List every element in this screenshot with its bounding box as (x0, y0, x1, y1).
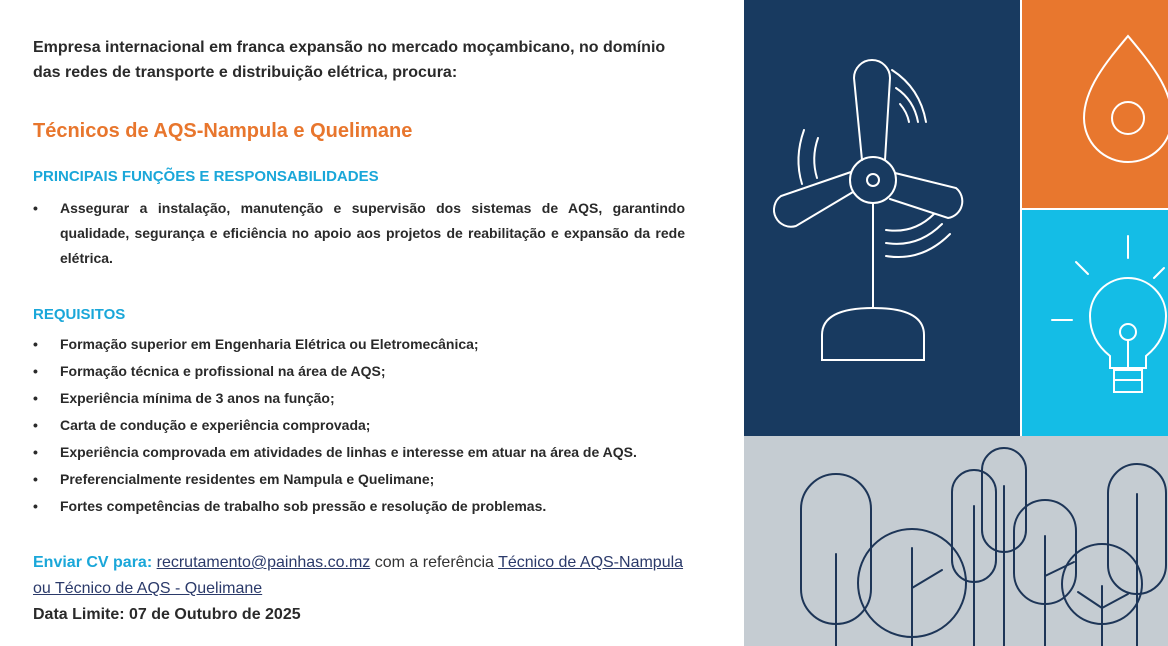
deadline: Data Limite: 07 de Outubro de 2025 (33, 606, 301, 623)
cyan-panel (1022, 210, 1168, 436)
light-bulb-icon (1022, 210, 1168, 436)
reference-link[interactable]: Técnico de AQS-Nampula ou Técnico de AQS - Quelimane (33, 554, 684, 597)
requirement-item: • Experiência mínima de 3 anos na função; (33, 385, 685, 412)
trees-icon (744, 436, 1168, 646)
requirement-item: • Preferencialmente residentes em Nampula e Quelimane; (33, 466, 685, 493)
intro-text: Empresa internacional em franca expansão no mercado moçambicano, no domínio das redes de transporte e distribuição elétrica, procura: (33, 39, 666, 81)
duty-item: • Assegurar a instalação, manutenção e supervisão dos sistemas de AQS, garantindo qualidade, segurança e eficiência no apoio aos projetos de reabilitação e expansão da rede elétrica. (33, 196, 685, 271)
requirement-item: • Formação superior em Engenharia Elétrica ou Eletromecânica; (33, 331, 685, 358)
requirements-list (33, 331, 685, 520)
duties-heading: PRINCIPAIS FUNÇÕES E RESPONSABILIDADES (33, 168, 379, 185)
water-drop-icon (1022, 0, 1168, 208)
grey-panel (744, 436, 1168, 646)
requirement-item: • Formação técnica e profissional na área de AQS; (33, 358, 685, 385)
requirement-item: • Carta de condução e experiência comprovada; (33, 412, 685, 439)
requirement-item: • Fortes competências de trabalho sob pressão e resolução de problemas. (33, 493, 685, 520)
email-link[interactable]: recrutamento@painhas.co.mz (156, 554, 371, 571)
duties-list (33, 196, 685, 271)
decorative-panels (744, 0, 1168, 646)
apply-middle: com a referência (374, 554, 494, 571)
requirements-heading: REQUISITOS (33, 306, 126, 323)
wind-turbine-icon (744, 0, 1020, 436)
requirement-item: • Experiência comprovada em atividades de linhas e interesse em atuar na área de AQS. (33, 439, 685, 466)
navy-panel (744, 0, 1020, 436)
apply-instructions (33, 550, 703, 602)
apply-lead: Enviar CV para: (33, 554, 153, 571)
orange-panel (1022, 0, 1168, 208)
job-title: Técnicos de AQS-Nampula e Quelimane (33, 120, 413, 142)
